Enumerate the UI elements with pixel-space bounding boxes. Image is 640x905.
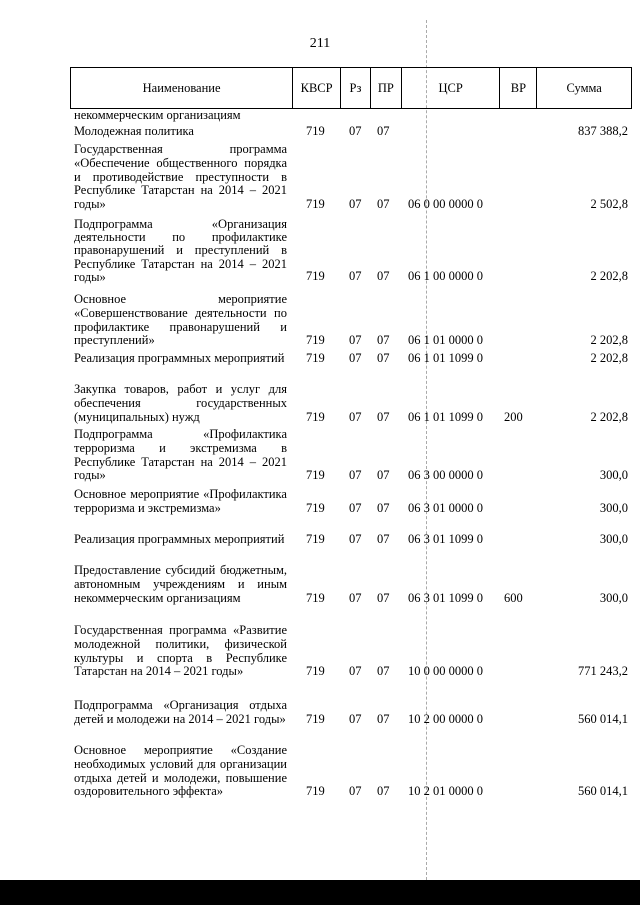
row-sum: 2 502,8 bbox=[590, 197, 628, 212]
row-pr: 07 bbox=[377, 468, 390, 483]
row-rz: 07 bbox=[349, 468, 362, 483]
row-name: Реализация программных мероприятий bbox=[74, 351, 285, 365]
table-row bbox=[74, 218, 630, 284]
row-name: Предоставление субсидий бюджетным, автономным учреждениям и иным некоммерческим организациям bbox=[74, 563, 287, 605]
row-pr: 07 bbox=[377, 711, 390, 726]
row-kvsr: 719 bbox=[306, 468, 325, 483]
row-sum: 771 243,2 bbox=[578, 664, 628, 679]
row-pr: 07 bbox=[377, 590, 390, 605]
row-csr: 06 0 00 0000 0 bbox=[408, 197, 483, 212]
row-csr: 06 1 00 0000 0 bbox=[408, 269, 483, 284]
table-row bbox=[74, 533, 630, 547]
row-rz: 07 bbox=[349, 197, 362, 212]
table-row bbox=[74, 699, 630, 727]
row-pr: 07 bbox=[377, 197, 390, 212]
row-rz: 07 bbox=[349, 784, 362, 799]
row-sum: 300,0 bbox=[599, 532, 628, 546]
row-rz: 07 bbox=[349, 351, 362, 365]
row-rz: 07 bbox=[349, 409, 362, 424]
row-kvsr: 719 bbox=[306, 711, 325, 726]
header-rz: Рз bbox=[341, 68, 371, 108]
row-pr: 07 bbox=[377, 784, 390, 799]
table-row bbox=[74, 488, 630, 516]
table-row bbox=[74, 624, 630, 679]
row-name: Подпрограмма «Организация деятельности по профилактике правонарушений и преступлений в Республике Татарстан на 2014 – 2021 годы» bbox=[74, 217, 287, 284]
row-kvsr: 719 bbox=[306, 664, 325, 679]
table-row bbox=[74, 564, 630, 605]
row-csr: 06 1 01 1099 0 bbox=[408, 351, 483, 365]
row-csr: 06 1 01 0000 0 bbox=[408, 333, 483, 348]
table-row bbox=[74, 744, 630, 799]
row-sum: 2 202,8 bbox=[590, 269, 628, 284]
row-vr: 600 bbox=[504, 590, 523, 605]
table-row bbox=[74, 383, 630, 424]
row-rz: 07 bbox=[349, 590, 362, 605]
row-name: Реализация программных мероприятий bbox=[74, 532, 285, 546]
table-row bbox=[74, 125, 630, 139]
table-row bbox=[74, 109, 630, 123]
row-csr: 06 1 01 1099 0 bbox=[408, 409, 483, 424]
row-rz: 07 bbox=[349, 711, 362, 726]
row-name: Основное мероприятие «Совершенствование деятельности по профилактике правонарушений и преступлений» bbox=[74, 292, 287, 348]
row-name: Подпрограмма «Профилактика терроризма и экстремизма в Республике Татарстан на 2014 – 2021 годы» bbox=[74, 427, 287, 483]
row-name: Государственная программа «Обеспечение общественного порядка и противодействие преступности в Республике Татарстан на 2014 – 2021 годы» bbox=[74, 142, 287, 212]
row-sum: 2 202,8 bbox=[590, 333, 628, 348]
scan-bottom-edge bbox=[0, 880, 640, 905]
row-rz: 07 bbox=[349, 333, 362, 348]
row-sum: 2 202,8 bbox=[590, 351, 628, 365]
row-kvsr: 719 bbox=[306, 269, 325, 284]
header-csr: ЦСР bbox=[402, 68, 501, 108]
row-csr: 10 2 00 0000 0 bbox=[408, 711, 483, 726]
row-name: Основное мероприятие «Профилактика терроризма и экстремизма» bbox=[74, 487, 287, 515]
row-kvsr: 719 bbox=[306, 500, 325, 515]
header-kvsr: КВСР bbox=[293, 68, 341, 108]
row-kvsr: 719 bbox=[306, 784, 325, 799]
row-pr: 07 bbox=[377, 124, 390, 138]
row-rz: 07 bbox=[349, 124, 362, 138]
table-row bbox=[74, 143, 630, 212]
row-pr: 07 bbox=[377, 351, 390, 365]
row-sum: 300,0 bbox=[599, 468, 628, 483]
row-pr: 07 bbox=[377, 664, 390, 679]
row-kvsr: 719 bbox=[306, 532, 325, 546]
row-sum: 300,0 bbox=[599, 590, 628, 605]
header-name: Наименование bbox=[71, 68, 293, 108]
row-csr: 10 0 00 0000 0 bbox=[408, 664, 483, 679]
row-csr: 06 3 01 0000 0 bbox=[408, 500, 483, 515]
table-row bbox=[74, 293, 630, 348]
row-name: Закупка товаров, работ и услуг для обеспечения государственных (муниципальных) нужд bbox=[74, 382, 287, 424]
row-kvsr: 719 bbox=[306, 409, 325, 424]
row-csr: 06 3 01 1099 0 bbox=[408, 532, 483, 546]
table-row bbox=[74, 352, 630, 366]
row-vr: 200 bbox=[504, 409, 523, 424]
row-rz: 07 bbox=[349, 532, 362, 546]
row-kvsr: 719 bbox=[306, 197, 325, 212]
row-kvsr: 719 bbox=[306, 333, 325, 348]
row-kvsr: 719 bbox=[306, 590, 325, 605]
row-rz: 07 bbox=[349, 500, 362, 515]
header-pr: ПР bbox=[371, 68, 402, 108]
row-pr: 07 bbox=[377, 333, 390, 348]
row-rz: 07 bbox=[349, 664, 362, 679]
row-kvsr: 719 bbox=[306, 124, 325, 138]
row-pr: 07 bbox=[377, 500, 390, 515]
table-row bbox=[74, 428, 630, 483]
row-sum: 837 388,2 bbox=[578, 124, 628, 138]
row-pr: 07 bbox=[377, 269, 390, 284]
header-sum: Сумма bbox=[566, 80, 602, 95]
row-name: Государственная программа «Развитие молодежной политики, физической культуры и спорта в Республике Татарстан на 2014 – 2021 годы» bbox=[74, 623, 287, 679]
row-name: Основное мероприятие «Создание необходимых условий для организации отдыха детей и молодежи, повышение оздоровительного эффекта» bbox=[74, 743, 287, 799]
row-rz: 07 bbox=[349, 269, 362, 284]
row-name: Подпрограмма «Организация отдыха детей и молодежи на 2014 – 2021 годы» bbox=[74, 698, 287, 726]
row-csr: 10 2 01 0000 0 bbox=[408, 784, 483, 799]
row-pr: 07 bbox=[377, 532, 390, 546]
row-kvsr: 719 bbox=[306, 351, 325, 365]
row-name: некоммерческим организациям bbox=[74, 108, 241, 122]
row-csr: 06 3 01 1099 0 bbox=[408, 590, 483, 605]
row-sum: 560 014,1 bbox=[578, 711, 628, 726]
row-sum: 300,0 bbox=[599, 500, 628, 515]
row-name: Молодежная политика bbox=[74, 124, 194, 138]
row-pr: 07 bbox=[377, 409, 390, 424]
row-sum: 2 202,8 bbox=[590, 409, 628, 424]
page-number: 211 bbox=[309, 36, 331, 51]
table-header bbox=[70, 67, 632, 109]
row-sum: 560 014,1 bbox=[578, 784, 628, 799]
header-vr: ВР bbox=[500, 68, 537, 108]
row-csr: 06 3 00 0000 0 bbox=[408, 468, 483, 483]
